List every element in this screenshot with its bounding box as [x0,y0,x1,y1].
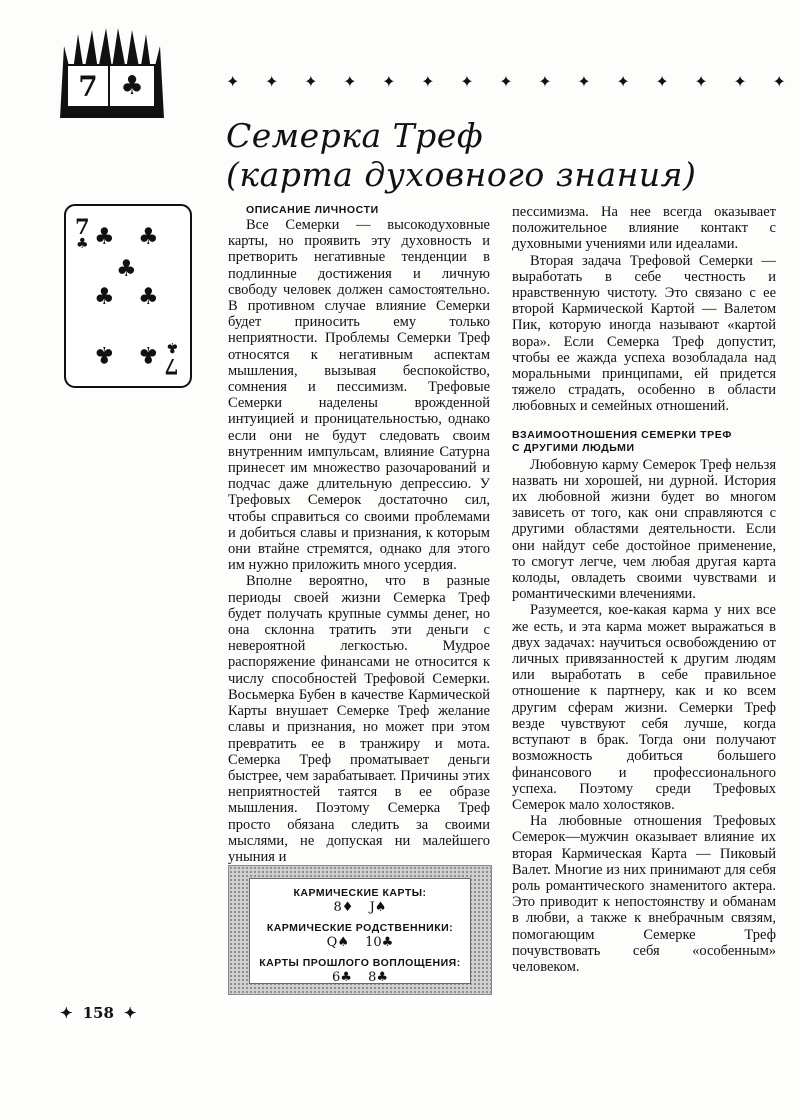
karmic-cards-box [228,865,492,995]
diamond-ornament-icon: ✦ [694,72,708,91]
page-title [226,116,786,194]
text-column-right [512,204,776,975]
card-index-club-icon: ♣ [166,339,179,355]
karmic-card: J♠ [369,900,387,915]
badge-number: 7 [68,66,110,106]
section-heading-relationships [512,429,776,455]
heading-line: С ДРУГИМИ ЛЮДЬМИ [512,441,635,454]
diamond-ornament-icon: ✦ [499,72,513,91]
diamond-ornament-icon: ✦ [60,1004,73,1022]
past-life-values [250,970,470,986]
diamond-ornament-icon: ✦ [733,72,747,91]
card-pip-club-icon: ♣ [138,284,159,310]
diamond-ornament-icon: ✦ [343,72,357,91]
card-pip-club-icon: ♣ [94,284,115,310]
diamond-ornament-icon: ✦ [382,72,396,91]
page-footer [60,1004,136,1022]
diamond-ornament-icon: ✦ [538,72,552,91]
card-pip-club-icon: ♣ [138,224,159,250]
card-pip-club-icon: ♣ [116,256,137,282]
diamond-ornament-icon: ✦ [123,1004,137,1022]
paragraph: пессимизма. На нее всегда оказывает положительное влияние контакт с духовными учениями или идеалами. [512,204,776,253]
card-pip-club-icon: ♣ [138,341,159,367]
paragraph: На любовные отношения Трефовых Семерок—мужчин оказывает влияние их вторая Кармическая Карта — Пиковый Валет. Многие из них принимают для себя роль романтического знаменитого актера. Это приводит к непостоянству и обманам в любви, а также к внебрачным связям, помогающим Семерке Треф почувствовать себя «особенным» человеком. [512,813,776,975]
kin-card: Q♠ [326,935,349,950]
karmic-cards-panel [249,878,471,984]
diamond-ornament-icon: ✦ [616,72,630,91]
paragraph: Все Семерки — высокодуховные карты, но проявить эту духовность и претворить негативные тенденции в подлинные достижения и личную свободу человек должен самостоятельно. В противном случае влияние Семерки будет приносить ему только неприятности. Проблемы Семерки Треф относятся к негативным аспектам мышления, вызывая беспокойство, сомнения и пессимизм. Трефовые Семерки наделены врожденной интуицией и проницательностью, однако если они не будут следовать своим внутренним импульсам, влияние Сатурна принесет им множество разочарований и подчас даже длительную депрессию. У Трефовых Семерок достаточно сил, чтобы справиться со своими проблемами и добиться славы и признания, к которым они втайне стремятся, однако для этого им нужно приложить много усердия. [228,217,490,574]
club-icon: ♣ [120,71,144,101]
card-rank-bottom: 7 [164,354,179,379]
diamond-ornament-icon: ✦ [577,72,591,91]
card-rank-top: 7 [75,214,90,239]
title-line-1: Семерка Треф [226,116,484,155]
diamond-ornament-icon: ✦ [304,72,318,91]
title-line-2: (карта духовного знания) [226,155,697,194]
diamond-ornament-icon: ✦ [772,72,786,91]
past-life-label: КАРТЫ ПРОШЛОГО ВОПЛОЩЕНИЯ: [259,957,461,969]
paragraph: Разумеется, кое-какая карма у них все же есть, и эта карма может выражаться в двух задачах: научиться освобождению от личных привязанностей к другим людям или выработать в себе правильное отношение к партнеру, как и ко всем другим сферам жизни. Семерки Треф везде чувствуют себя лучше, когда вступают в брак. Тогда они получают возможность добиться большего финансового и профессионального успеха. Поэтому среди Трефовых Семерок мало холостяков. [512,602,776,813]
playing-card-seven-of-clubs [64,204,192,388]
page-number: 158 [82,1004,114,1022]
ornament-row [226,72,786,92]
heading-line: ВЗАИМООТНОШЕНИЯ СЕМЕРКИ ТРЕФ [512,428,732,441]
diamond-ornament-icon: ✦ [460,72,474,91]
past-life-card: 8♣ [368,970,388,985]
past-life-card: 6♣ [331,970,352,985]
section-heading-personality: ОПИСАНИЕ ЛИЧНОСТИ [246,204,379,216]
card-pip-club-icon: ♣ [94,224,115,250]
karmic-cards-label: КАРМИЧЕСКИЕ КАРТЫ: [293,887,427,899]
diamond-ornament-icon: ✦ [265,72,279,91]
karmic-kin-label: КАРМИЧЕСКИЕ РОДСТВЕННИКИ: [266,922,454,934]
paragraph: Вполне вероятно, что в разные периоды своей жизни Семерка Треф будет получать крупные суммы денег, но она склонна тратить эти деньги с невероятной легкостью. Мудрое распоряжение финансами не относится к числу способностей Трефовой Семерки. Восьмерка Бубен в качестве Кармической Карты внушает Семерке Треф желание славы и признания, но может при этом превратить ее в транжиру и мота. Семерка Треф проматывает деньги быстрее, чем зарабатывает. Причины этих неприятностей таятся в ее образе мышления. Поэтому Семерка Треф просто обязана следить за своими мыслями, не допуская ни малейшего уныния и [228,573,490,865]
diamond-ornament-icon: ✦ [655,72,669,91]
karmic-cards-values [250,900,470,916]
card-badge [66,64,156,108]
card-pip-club-icon: ♣ [94,341,115,367]
card-index-club-icon: ♣ [76,236,89,252]
diamond-ornament-icon: ✦ [226,72,240,91]
kin-card: 10♣ [365,935,394,950]
diamond-ornament-icon: ✦ [421,72,435,91]
karmic-card: 8♦ [333,900,354,915]
karmic-kin-values [250,935,470,951]
paragraph: Вторая задача Трефовой Семерки — выработать в себе честность и нравственную чистоту. Это связано с ее второй Кармической Картой — Валетом Пик, которую иногда называют «картой вора». Если Семерка Треф допустит, чтобы ее жажда успеха возобладала над моральными принципами, ей придется тяжело страдать, особенно в области любовных и семейных отношений. [512,252,776,415]
paragraph: Любовную карму Семерок Треф нельзя назвать ни хорошей, ни дурной. История их любовной жизни будет во многом зависеть от того, как они справляются с другими областями деятельности. Если они найдут себе достойное применение, то смогут легче, чем любая другая карта колоды, овладеть своими чувствами и романтическими влечениями. [512,456,776,603]
text-column-left [228,204,490,865]
